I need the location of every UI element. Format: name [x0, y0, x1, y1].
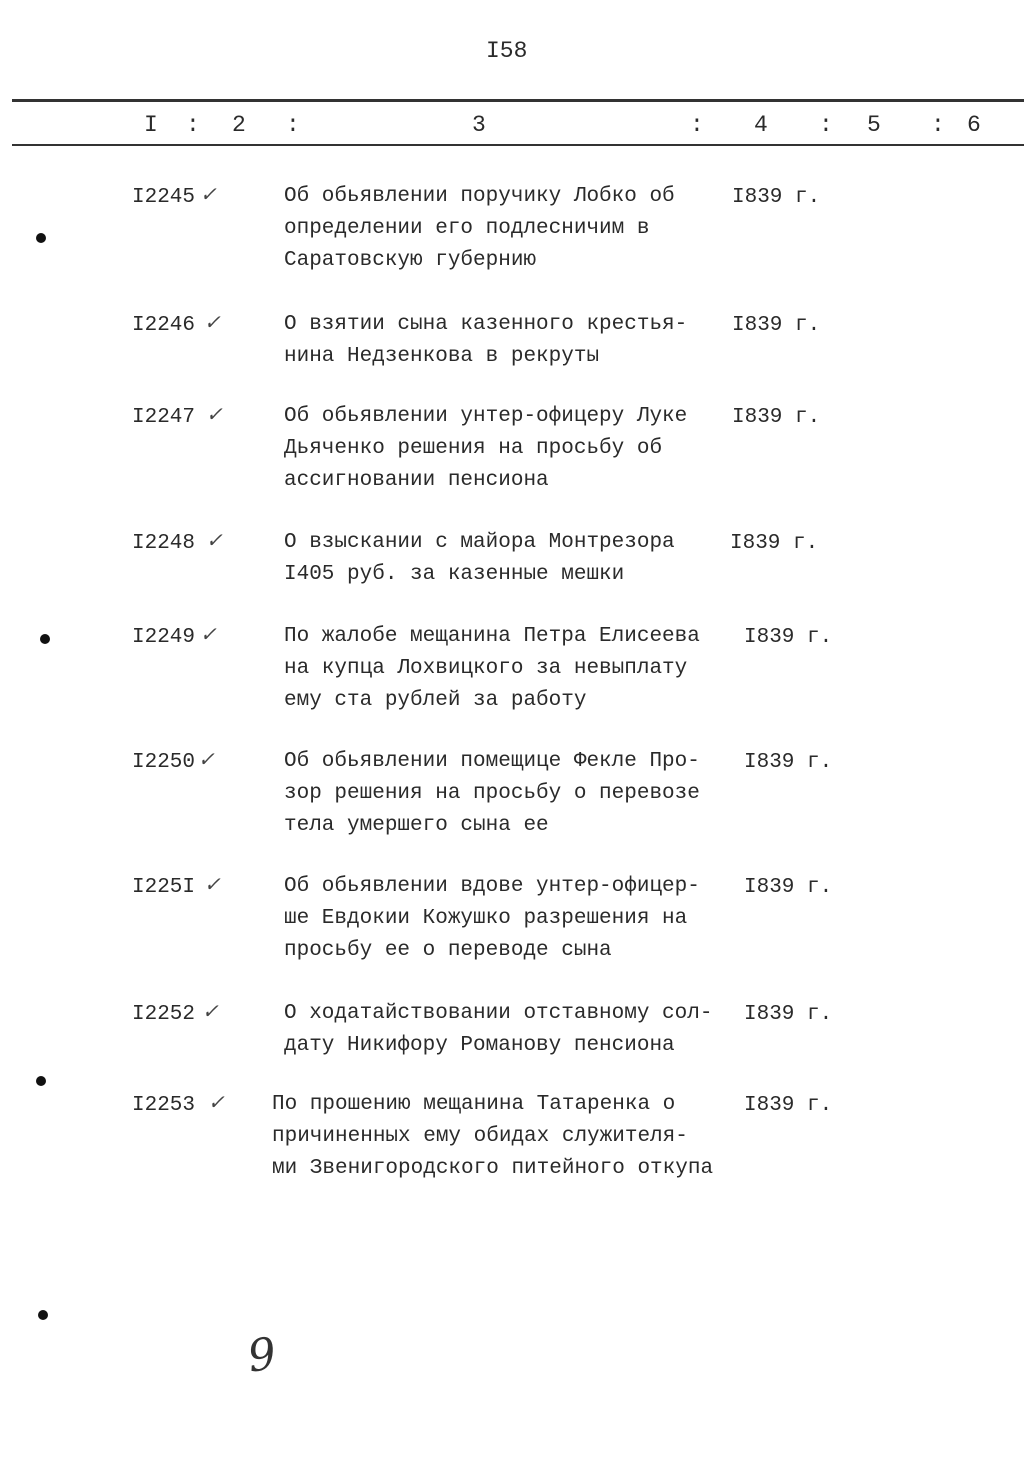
description-line: По прошению мещанина Татаренка о: [272, 1093, 676, 1116]
entry-year: I839 г.: [744, 876, 833, 899]
entry-year: I839 г.: [730, 532, 819, 555]
check-mark-icon: ✓: [206, 402, 223, 426]
col-2-label: 2: [232, 112, 246, 138]
entry-description: [284, 401, 687, 497]
col-5-label: 5: [867, 112, 881, 138]
description-line: нина Недзенкова в рекруты: [284, 345, 600, 368]
entry-year: I839 г.: [744, 626, 833, 649]
check-mark-icon: ✓: [208, 1090, 225, 1114]
handwritten-note: 9: [244, 1328, 280, 1383]
description-line: Об обьявлении помещице Фекле Про-: [284, 750, 700, 773]
description-line: По жалобе мещанина Петра Елисеева: [284, 625, 700, 648]
check-mark-icon: ✓: [198, 747, 215, 771]
entry-description: [284, 309, 687, 373]
entry-description: [272, 1089, 713, 1185]
check-mark-icon: ✓: [206, 528, 223, 552]
entry-number: I2253: [132, 1094, 196, 1117]
description-line: Об обьявлении унтер-офицеру Луке: [284, 405, 688, 428]
description-line: ми Звенигородского питейного откупа: [272, 1157, 714, 1180]
col-separator: :: [286, 112, 300, 138]
description-line: I405 руб. за казенные мешки: [284, 563, 625, 586]
check-mark-icon: ✓: [204, 872, 221, 896]
entry-year: I839 г.: [732, 314, 821, 337]
entry-year: I839 г.: [744, 1003, 833, 1026]
col-3-label: 3: [472, 112, 486, 138]
col-separator: :: [690, 112, 704, 138]
check-mark-icon: ✓: [200, 182, 217, 206]
description-line: О ходатайствовании отставному сол-: [284, 1002, 713, 1025]
entry-year: I839 г.: [744, 751, 833, 774]
punch-hole-mark: [36, 1076, 46, 1086]
header-bottom-rule: [12, 144, 1024, 146]
entry-number: I2249: [132, 626, 196, 649]
description-line: просьбу ее о переводе сына: [284, 939, 612, 962]
entry-number: I2245: [132, 186, 196, 209]
page-number: I58: [486, 38, 528, 64]
description-line: ассигновании пенсиона: [284, 469, 549, 492]
entry-number: I2246: [132, 314, 196, 337]
col-1-label: I: [144, 112, 158, 138]
punch-hole-mark: [40, 634, 50, 644]
header-top-rule: [12, 99, 1024, 102]
description-line: О взыскании с майора Монтрезора: [284, 531, 675, 554]
entry-description: [284, 998, 712, 1062]
description-line: ему ста рублей за работу: [284, 689, 587, 712]
entry-description: [284, 871, 700, 967]
description-line: О взятии сына казенного крестья-: [284, 313, 688, 336]
entry-number: I2252: [132, 1003, 196, 1026]
entry-description: [284, 181, 675, 277]
check-mark-icon: ✓: [204, 310, 221, 334]
entry-description: [284, 621, 700, 717]
description-line: Саратовскую губернию: [284, 249, 537, 272]
col-separator: :: [931, 112, 945, 138]
description-line: дату Никифору Романову пенсиона: [284, 1034, 675, 1057]
col-separator: :: [819, 112, 833, 138]
description-line: Об обьявлении вдове унтер-офицер-: [284, 875, 700, 898]
punch-hole-mark: [38, 1310, 48, 1320]
entry-number: I2247: [132, 406, 196, 429]
col-separator: :: [186, 112, 200, 138]
entry-year: I839 г.: [732, 186, 821, 209]
entry-description: [284, 527, 675, 591]
check-mark-icon: ✓: [202, 999, 219, 1023]
entry-number: I2250: [132, 751, 196, 774]
entry-description: [284, 746, 700, 842]
description-line: тела умершего сына ее: [284, 814, 549, 837]
description-line: Дьяченко решения на просьбу об: [284, 437, 663, 460]
description-line: Об обьявлении поручику Лобко об: [284, 185, 675, 208]
description-line: ше Евдокии Кожушко разрешения на: [284, 907, 688, 930]
punch-hole-mark: [36, 233, 46, 243]
description-line: зор решения на просьбу о перевозе: [284, 782, 700, 805]
check-mark-icon: ✓: [200, 622, 217, 646]
col-6-label: 6: [967, 112, 981, 138]
description-line: на купца Лохвицкого за невыплату: [284, 657, 688, 680]
description-line: определении его подлесничим в: [284, 217, 650, 240]
col-4-label: 4: [754, 112, 768, 138]
entry-number: I2248: [132, 532, 196, 555]
entry-year: I839 г.: [744, 1094, 833, 1117]
entry-year: I839 г.: [732, 406, 821, 429]
entry-number: I225I: [132, 876, 196, 899]
description-line: причиненных ему обидах служителя-: [272, 1125, 688, 1148]
